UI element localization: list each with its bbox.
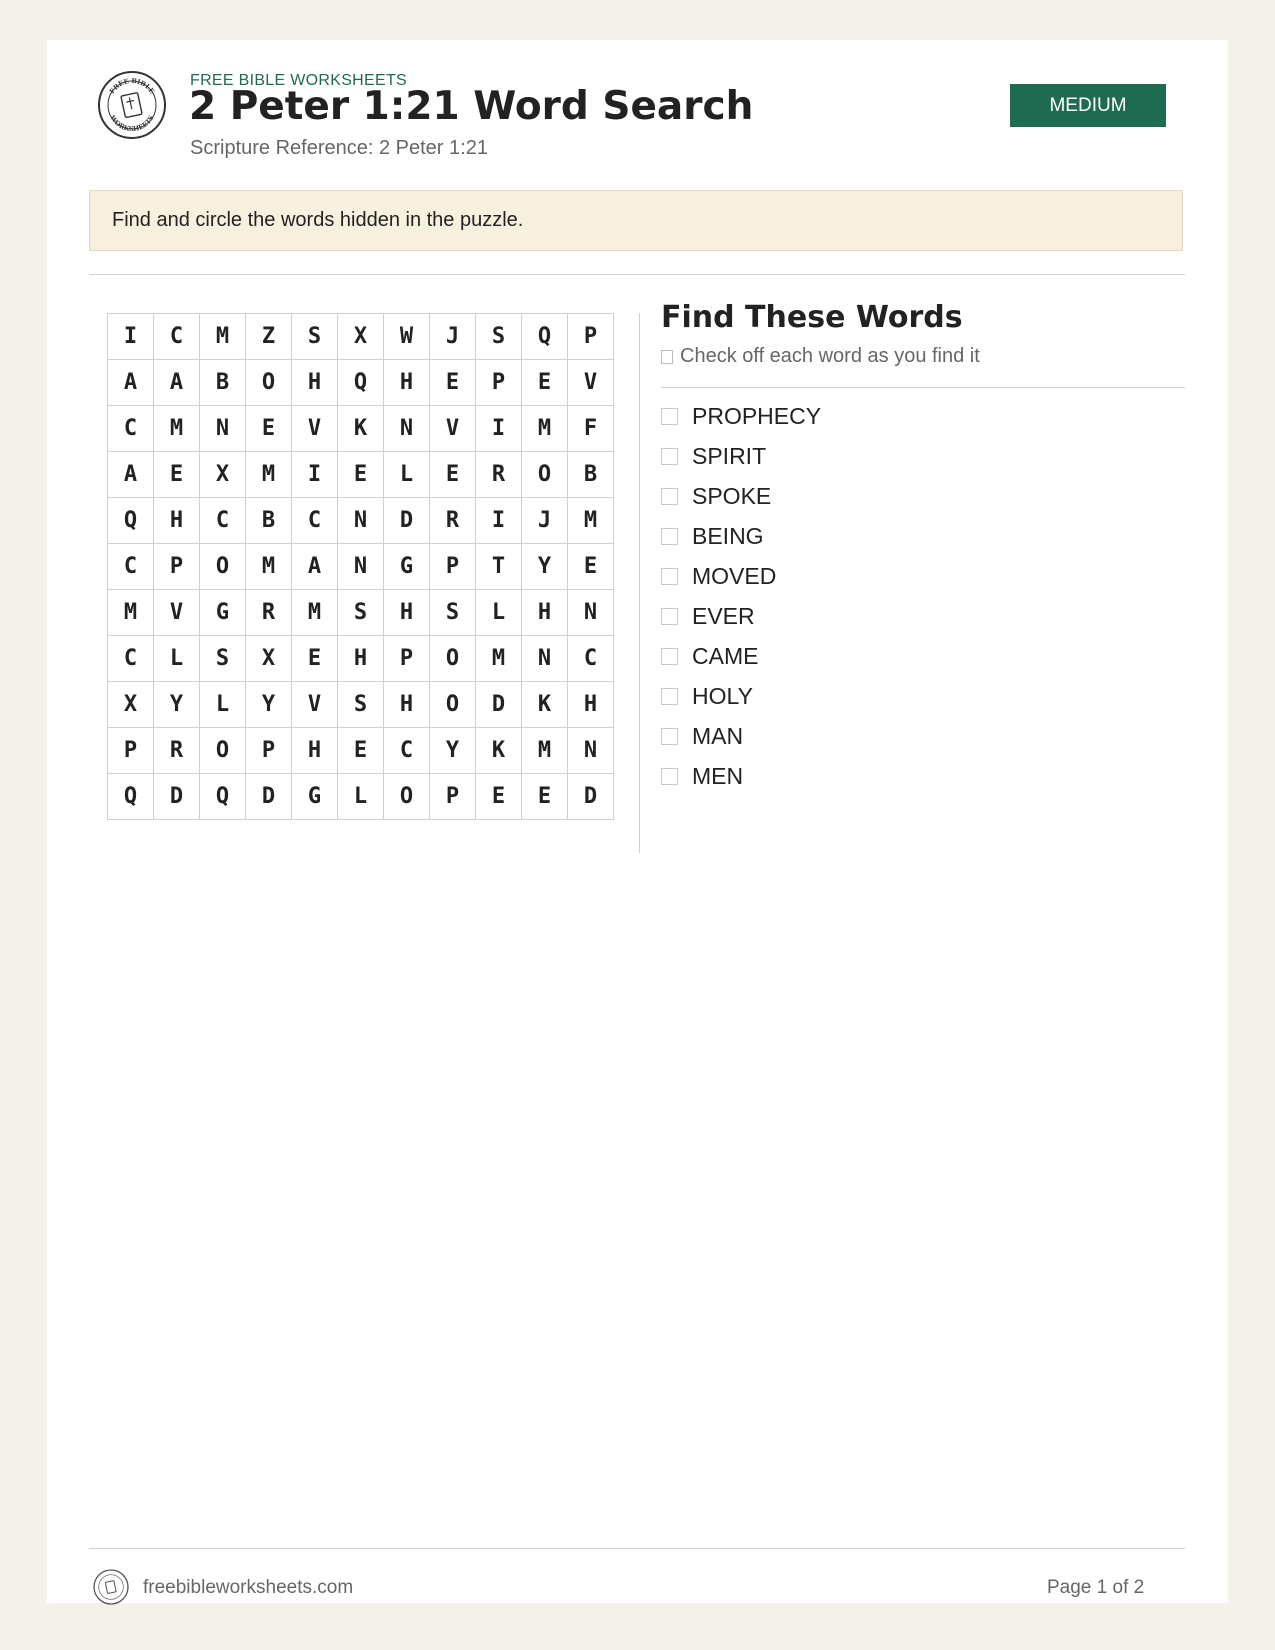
grid-cell: O: [246, 360, 292, 406]
grid-cell: C: [108, 636, 154, 682]
grid-cell: I: [476, 498, 522, 544]
grid-cell: V: [430, 406, 476, 452]
worksheet-page: [47, 40, 1228, 1603]
word-label: CAME: [692, 642, 759, 669]
grid-cell: O: [430, 636, 476, 682]
grid-cell: M: [522, 406, 568, 452]
grid-cell: R: [476, 452, 522, 498]
grid-cell: M: [476, 636, 522, 682]
grid-row: [108, 360, 614, 406]
grid-row: [108, 682, 614, 728]
grid-cell: H: [338, 636, 384, 682]
word-search-grid: [107, 313, 614, 820]
word-checkbox[interactable]: [661, 608, 678, 625]
grid-cell: E: [568, 544, 614, 590]
word-list-divider: [661, 387, 1185, 388]
grid-cell: Q: [522, 314, 568, 360]
footer-divider: [89, 1548, 1185, 1549]
grid-cell: X: [246, 636, 292, 682]
grid-cell: E: [522, 774, 568, 820]
grid-cell: J: [522, 498, 568, 544]
grid-cell: K: [338, 406, 384, 452]
word-item: [661, 716, 821, 756]
grid-cell: C: [568, 636, 614, 682]
grid-cell: M: [246, 544, 292, 590]
grid-cell: H: [522, 590, 568, 636]
grid-row: [108, 406, 614, 452]
word-item: [661, 436, 821, 476]
grid-cell: P: [430, 774, 476, 820]
grid-cell: N: [200, 406, 246, 452]
grid-cell: E: [338, 452, 384, 498]
grid-cell: S: [338, 682, 384, 728]
grid-cell: E: [430, 360, 476, 406]
grid-cell: H: [384, 590, 430, 636]
word-checkbox[interactable]: [661, 528, 678, 545]
grid-cell: G: [200, 590, 246, 636]
difficulty-badge: MEDIUM: [1010, 84, 1166, 127]
grid-cell: J: [430, 314, 476, 360]
grid-row: [108, 498, 614, 544]
grid-cell: B: [568, 452, 614, 498]
word-checkbox[interactable]: [661, 768, 678, 785]
grid-cell: S: [292, 314, 338, 360]
grid-cell: Q: [108, 498, 154, 544]
grid-cell: Y: [154, 682, 200, 728]
grid-cell: A: [108, 360, 154, 406]
grid-cell: I: [476, 406, 522, 452]
word-label: HOLY: [692, 682, 753, 709]
section-divider: [89, 274, 1185, 275]
grid-row: [108, 452, 614, 498]
grid-cell: M: [108, 590, 154, 636]
grid-cell: N: [384, 406, 430, 452]
grid-cell: N: [522, 636, 568, 682]
word-item: [661, 756, 821, 796]
grid-cell: C: [384, 728, 430, 774]
grid-cell: D: [154, 774, 200, 820]
svg-text:FREE BIBLE: FREE BIBLE: [107, 76, 157, 96]
grid-cell: M: [522, 728, 568, 774]
grid-cell: V: [292, 406, 338, 452]
bible-badge-icon: [93, 1569, 129, 1605]
column-divider: [639, 313, 640, 853]
grid-cell: S: [338, 590, 384, 636]
grid-cell: A: [108, 452, 154, 498]
word-item: [661, 676, 821, 716]
word-list-hint: [661, 345, 980, 368]
grid-cell: N: [568, 728, 614, 774]
grid-cell: P: [154, 544, 200, 590]
grid-cell: L: [200, 682, 246, 728]
grid-cell: E: [246, 406, 292, 452]
word-item: [661, 556, 821, 596]
grid-row: [108, 544, 614, 590]
instructions-box: [89, 190, 1183, 251]
word-checkbox[interactable]: [661, 488, 678, 505]
grid-cell: V: [568, 360, 614, 406]
grid-cell: C: [154, 314, 200, 360]
grid-cell: R: [154, 728, 200, 774]
grid-cell: E: [338, 728, 384, 774]
grid-cell: P: [384, 636, 430, 682]
word-list-hint-text: Check off each word as you find it: [680, 345, 980, 367]
grid-cell: C: [292, 498, 338, 544]
grid-cell: Q: [200, 774, 246, 820]
grid-cell: R: [246, 590, 292, 636]
word-checkbox[interactable]: [661, 568, 678, 585]
grid-cell: M: [292, 590, 338, 636]
brand-label: FREE BIBLE WORKSHEETS: [190, 72, 408, 89]
word-item: [661, 396, 821, 436]
page-title: 2 Peter 1:21 Word Search: [189, 84, 754, 129]
grid-cell: N: [338, 498, 384, 544]
instructions-text: Find and circle the words hidden in the puzzle.: [112, 209, 524, 231]
bible-badge-icon: [97, 70, 167, 140]
word-label: MAN: [692, 722, 744, 749]
grid-cell: C: [108, 406, 154, 452]
grid-row: [108, 728, 614, 774]
grid-cell: S: [476, 314, 522, 360]
grid-cell: Q: [338, 360, 384, 406]
page-number: Page 1 of 2: [1047, 1577, 1145, 1598]
word-label: BEING: [692, 522, 764, 549]
grid-cell: Y: [522, 544, 568, 590]
word-label: SPOKE: [692, 482, 772, 509]
grid-cell: G: [384, 544, 430, 590]
word-item: [661, 476, 821, 516]
grid-cell: B: [246, 498, 292, 544]
grid-cell: H: [384, 682, 430, 728]
grid-cell: E: [430, 452, 476, 498]
grid-cell: C: [200, 498, 246, 544]
grid-cell: O: [200, 544, 246, 590]
grid-cell: E: [154, 452, 200, 498]
grid-row: [108, 774, 614, 820]
grid-cell: P: [568, 314, 614, 360]
grid-cell: O: [430, 682, 476, 728]
grid-cell: M: [200, 314, 246, 360]
word-label: EVER: [692, 602, 755, 629]
word-label: SPIRIT: [692, 442, 767, 469]
word-label: MOVED: [692, 562, 777, 589]
grid-cell: F: [568, 406, 614, 452]
grid-cell: X: [108, 682, 154, 728]
grid-cell: O: [200, 728, 246, 774]
grid-cell: S: [200, 636, 246, 682]
checkbox-icon: [661, 350, 673, 364]
grid-cell: K: [522, 682, 568, 728]
grid-cell: X: [200, 452, 246, 498]
word-list-title: Find These Words: [661, 300, 963, 335]
grid-cell: A: [292, 544, 338, 590]
grid-cell: D: [568, 774, 614, 820]
grid-cell: I: [292, 452, 338, 498]
grid-cell: O: [522, 452, 568, 498]
word-item: [661, 516, 821, 556]
grid-cell: E: [476, 774, 522, 820]
grid-cell: Q: [108, 774, 154, 820]
grid-cell: H: [292, 360, 338, 406]
grid-cell: L: [154, 636, 200, 682]
footer-site: freebibleworksheets.com: [143, 1577, 354, 1598]
word-checkbox[interactable]: [661, 408, 678, 425]
grid-cell: L: [338, 774, 384, 820]
grid-cell: T: [476, 544, 522, 590]
word-label: PROPHECY: [692, 402, 822, 429]
word-checkbox[interactable]: [661, 728, 678, 745]
grid-cell: M: [568, 498, 614, 544]
grid-cell: P: [430, 544, 476, 590]
grid-cell: W: [384, 314, 430, 360]
word-item: [661, 596, 821, 636]
grid-cell: H: [154, 498, 200, 544]
grid-cell: S: [430, 590, 476, 636]
grid-cell: D: [476, 682, 522, 728]
grid-row: [108, 636, 614, 682]
grid-cell: X: [338, 314, 384, 360]
grid-cell: V: [154, 590, 200, 636]
grid-cell: R: [430, 498, 476, 544]
grid-cell: H: [292, 728, 338, 774]
word-checkbox[interactable]: [661, 688, 678, 705]
grid-cell: P: [476, 360, 522, 406]
grid-cell: A: [154, 360, 200, 406]
grid-cell: G: [292, 774, 338, 820]
grid-cell: V: [292, 682, 338, 728]
grid-cell: H: [568, 682, 614, 728]
svg-text:WORKSHEETS: WORKSHEETS: [108, 113, 156, 134]
grid-cell: I: [108, 314, 154, 360]
grid-cell: M: [154, 406, 200, 452]
grid-cell: L: [476, 590, 522, 636]
grid-cell: N: [338, 544, 384, 590]
grid-cell: M: [246, 452, 292, 498]
grid-row: [108, 590, 614, 636]
word-list: [661, 396, 821, 796]
grid-row: [108, 314, 614, 360]
scripture-reference: Scripture Reference: 2 Peter 1:21: [190, 137, 488, 159]
grid-cell: E: [522, 360, 568, 406]
grid-cell: N: [568, 590, 614, 636]
grid-cell: Y: [430, 728, 476, 774]
grid-cell: P: [108, 728, 154, 774]
grid-cell: K: [476, 728, 522, 774]
grid-cell: L: [384, 452, 430, 498]
word-item: [661, 636, 821, 676]
grid-cell: E: [292, 636, 338, 682]
grid-cell: C: [108, 544, 154, 590]
grid-cell: Z: [246, 314, 292, 360]
grid-cell: P: [246, 728, 292, 774]
grid-cell: H: [384, 360, 430, 406]
grid-cell: B: [200, 360, 246, 406]
grid-cell: Y: [246, 682, 292, 728]
grid-cell: D: [246, 774, 292, 820]
word-label: MEN: [692, 762, 744, 789]
word-checkbox[interactable]: [661, 448, 678, 465]
grid-cell: O: [384, 774, 430, 820]
word-checkbox[interactable]: [661, 648, 678, 665]
grid-cell: D: [384, 498, 430, 544]
